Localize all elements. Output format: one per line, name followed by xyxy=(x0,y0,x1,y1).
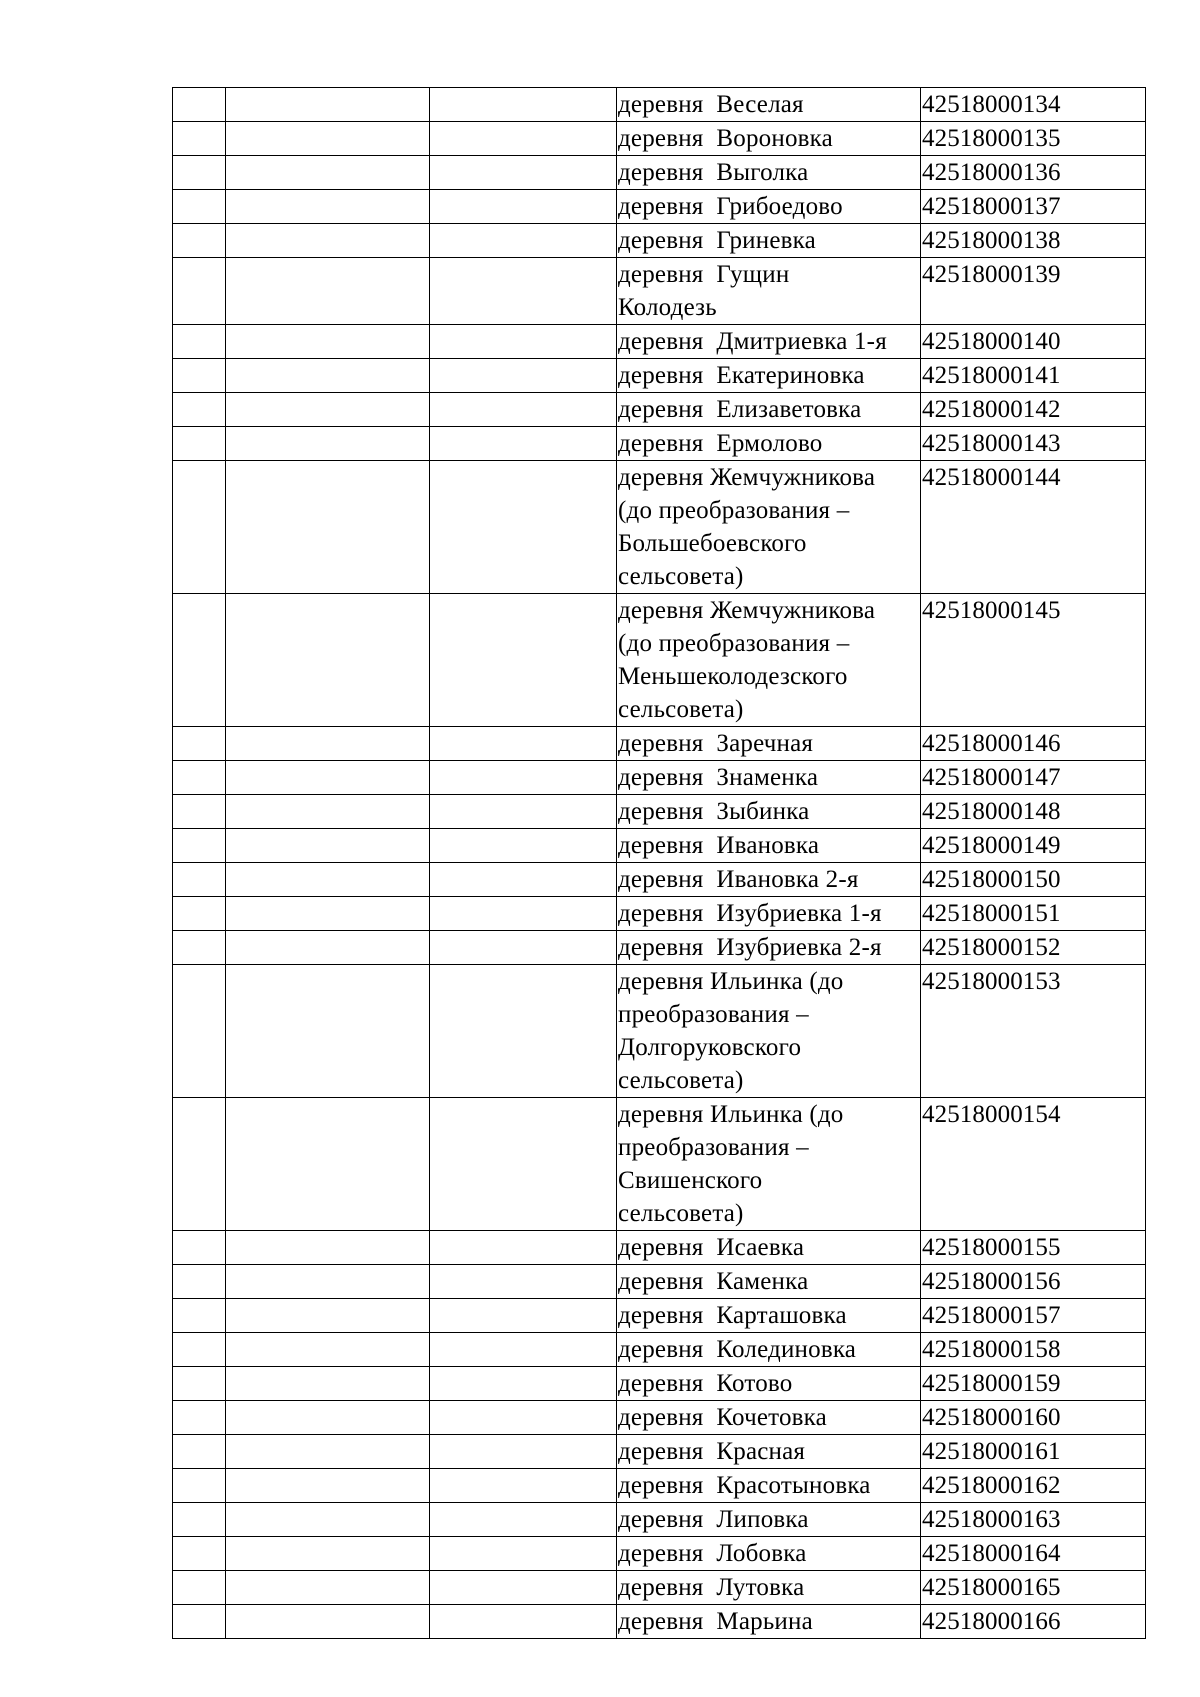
region-cell xyxy=(226,156,430,190)
municipality-cell xyxy=(430,1265,617,1299)
table-row xyxy=(173,359,1146,393)
settlement-name-cell: деревня Екатериновка xyxy=(617,359,921,393)
oktmo-code-cell: 42518000162 xyxy=(921,1469,1146,1503)
region-cell xyxy=(226,829,430,863)
index-cell xyxy=(173,325,226,359)
municipality-cell xyxy=(430,1401,617,1435)
oktmo-code-cell: 42518000160 xyxy=(921,1401,1146,1435)
municipality-cell xyxy=(430,122,617,156)
region-cell xyxy=(226,1401,430,1435)
settlement-name-cell: деревня Зыбинка xyxy=(617,795,921,829)
settlement-name-cell: деревня Ильинка (до преобразования – Долгоруковского сельсовета) xyxy=(617,965,921,1098)
municipality-cell xyxy=(430,727,617,761)
settlement-name-cell: деревня Котово xyxy=(617,1367,921,1401)
table-row xyxy=(173,1435,1146,1469)
table-row xyxy=(173,1098,1146,1231)
oktmo-code-cell: 42518000136 xyxy=(921,156,1146,190)
municipality-cell xyxy=(430,931,617,965)
municipality-cell xyxy=(430,156,617,190)
settlement-name-cell: деревня Знаменка xyxy=(617,761,921,795)
region-cell xyxy=(226,1333,430,1367)
municipality-cell xyxy=(430,427,617,461)
region-cell xyxy=(226,325,430,359)
oktmo-code-cell: 42518000161 xyxy=(921,1435,1146,1469)
oktmo-code-cell: 42518000147 xyxy=(921,761,1146,795)
region-cell xyxy=(226,965,430,1098)
table-row xyxy=(173,190,1146,224)
table-row xyxy=(173,461,1146,594)
oktmo-code-cell: 42518000141 xyxy=(921,359,1146,393)
municipality-cell xyxy=(430,88,617,122)
index-cell xyxy=(173,88,226,122)
settlement-name-cell: деревня Гущин Колодезь xyxy=(617,258,921,325)
table-row xyxy=(173,727,1146,761)
region-cell xyxy=(226,88,430,122)
oktmo-code-cell: 42518000138 xyxy=(921,224,1146,258)
region-cell xyxy=(226,461,430,594)
region-cell xyxy=(226,795,430,829)
index-cell xyxy=(173,1299,226,1333)
index-cell xyxy=(173,1435,226,1469)
settlement-name-cell: деревня Ермолово xyxy=(617,427,921,461)
table-row xyxy=(173,897,1146,931)
table-row xyxy=(173,1469,1146,1503)
index-cell xyxy=(173,1333,226,1367)
table-row xyxy=(173,258,1146,325)
index-cell xyxy=(173,224,226,258)
index-cell xyxy=(173,727,226,761)
region-cell xyxy=(226,122,430,156)
index-cell xyxy=(173,156,226,190)
settlement-name-cell: деревня Ивановка xyxy=(617,829,921,863)
municipality-cell xyxy=(430,1435,617,1469)
municipality-cell xyxy=(430,965,617,1098)
region-cell xyxy=(226,1435,430,1469)
oktmo-code-cell: 42518000140 xyxy=(921,325,1146,359)
index-cell xyxy=(173,1571,226,1605)
region-cell xyxy=(226,1537,430,1571)
table-row xyxy=(173,122,1146,156)
settlement-name-cell: деревня Изубриевка 1-я xyxy=(617,897,921,931)
municipality-cell xyxy=(430,1503,617,1537)
table-row xyxy=(173,88,1146,122)
oktmo-code-cell: 42518000157 xyxy=(921,1299,1146,1333)
index-cell xyxy=(173,190,226,224)
settlement-name-cell: деревня Жемчужникова (до преобразования – Меньшеколодезского сельсовета) xyxy=(617,594,921,727)
municipality-cell xyxy=(430,461,617,594)
settlement-name-cell: деревня Гриневка xyxy=(617,224,921,258)
settlement-name-cell: деревня Красотыновка xyxy=(617,1469,921,1503)
table-row xyxy=(173,1265,1146,1299)
region-cell xyxy=(226,1503,430,1537)
municipality-cell xyxy=(430,1469,617,1503)
oktmo-code-cell: 42518000144 xyxy=(921,461,1146,594)
table-row xyxy=(173,1605,1146,1639)
region-cell xyxy=(226,1469,430,1503)
index-cell xyxy=(173,1537,226,1571)
municipality-cell xyxy=(430,258,617,325)
settlement-name-cell: деревня Жемчужникова (до преобразования – Большебоевского сельсовета) xyxy=(617,461,921,594)
settlement-name-cell: деревня Кочетовка xyxy=(617,1401,921,1435)
settlement-name-cell: деревня Марьина xyxy=(617,1605,921,1639)
index-cell xyxy=(173,393,226,427)
municipality-cell xyxy=(430,1605,617,1639)
table-row xyxy=(173,1333,1146,1367)
municipality-cell xyxy=(430,1299,617,1333)
oktmo-code-cell: 42518000155 xyxy=(921,1231,1146,1265)
index-cell xyxy=(173,594,226,727)
table-row xyxy=(173,393,1146,427)
region-cell xyxy=(226,258,430,325)
municipality-cell xyxy=(430,1098,617,1231)
settlement-name-cell: деревня Грибоедово xyxy=(617,190,921,224)
municipality-cell xyxy=(430,594,617,727)
municipality-cell xyxy=(430,224,617,258)
region-cell xyxy=(226,359,430,393)
municipality-cell xyxy=(430,897,617,931)
settlement-name-cell: деревня Выголка xyxy=(617,156,921,190)
municipality-cell xyxy=(430,863,617,897)
region-cell xyxy=(226,863,430,897)
table-row xyxy=(173,931,1146,965)
index-cell xyxy=(173,761,226,795)
index-cell xyxy=(173,795,226,829)
region-cell xyxy=(226,1605,430,1639)
settlement-name-cell: деревня Каменка xyxy=(617,1265,921,1299)
oktmo-code-cell: 42518000150 xyxy=(921,863,1146,897)
oktmo-code-cell: 42518000143 xyxy=(921,427,1146,461)
municipality-cell xyxy=(430,190,617,224)
region-cell xyxy=(226,897,430,931)
table-row xyxy=(173,761,1146,795)
municipality-cell xyxy=(430,1367,617,1401)
table-row xyxy=(173,1367,1146,1401)
municipality-cell xyxy=(430,761,617,795)
index-cell xyxy=(173,931,226,965)
index-cell xyxy=(173,1503,226,1537)
oktmo-code-cell: 42518000166 xyxy=(921,1605,1146,1639)
region-cell xyxy=(226,727,430,761)
settlement-name-cell: деревня Карташовка xyxy=(617,1299,921,1333)
index-cell xyxy=(173,1401,226,1435)
settlement-name-cell: деревня Колединовка xyxy=(617,1333,921,1367)
municipality-cell xyxy=(430,1571,617,1605)
settlement-name-cell: деревня Веселая xyxy=(617,88,921,122)
region-cell xyxy=(226,1098,430,1231)
oktmo-code-cell: 42518000165 xyxy=(921,1571,1146,1605)
region-cell xyxy=(226,393,430,427)
oktmo-code-cell: 42518000154 xyxy=(921,1098,1146,1231)
table-row xyxy=(173,863,1146,897)
table-row xyxy=(173,829,1146,863)
municipality-cell xyxy=(430,1231,617,1265)
region-cell xyxy=(226,761,430,795)
municipality-cell xyxy=(430,795,617,829)
region-cell xyxy=(226,931,430,965)
index-cell xyxy=(173,427,226,461)
settlement-name-cell: деревня Ильинка (до преобразования – Свишенского сельсовета) xyxy=(617,1098,921,1231)
settlement-name-cell: деревня Лобовка xyxy=(617,1537,921,1571)
settlement-name-cell: деревня Заречная xyxy=(617,727,921,761)
oktmo-code-cell: 42518000152 xyxy=(921,931,1146,965)
settlement-name-cell: деревня Дмитриевка 1-я xyxy=(617,325,921,359)
table-row xyxy=(173,156,1146,190)
index-cell xyxy=(173,1098,226,1231)
table-row xyxy=(173,965,1146,1098)
table-row xyxy=(173,1503,1146,1537)
municipality-cell xyxy=(430,359,617,393)
index-cell xyxy=(173,1265,226,1299)
oktmo-code-cell: 42518000148 xyxy=(921,795,1146,829)
oktmo-code-cell: 42518000164 xyxy=(921,1537,1146,1571)
index-cell xyxy=(173,258,226,325)
index-cell xyxy=(173,1605,226,1639)
table-body xyxy=(173,88,1146,1639)
municipality-cell xyxy=(430,393,617,427)
oktmo-code-cell: 42518000158 xyxy=(921,1333,1146,1367)
oktmo-code-cell: 42518000159 xyxy=(921,1367,1146,1401)
index-cell xyxy=(173,965,226,1098)
index-cell xyxy=(173,829,226,863)
oktmo-code-cell: 42518000153 xyxy=(921,965,1146,1098)
oktmo-code-cell: 42518000156 xyxy=(921,1265,1146,1299)
table-row xyxy=(173,1571,1146,1605)
oktmo-code-cell: 42518000149 xyxy=(921,829,1146,863)
region-cell xyxy=(226,594,430,727)
municipality-cell xyxy=(430,829,617,863)
table-row xyxy=(173,1401,1146,1435)
table-row xyxy=(173,1231,1146,1265)
table-row xyxy=(173,594,1146,727)
settlement-name-cell: деревня Изубриевка 2-я xyxy=(617,931,921,965)
settlement-name-cell: деревня Вороновка xyxy=(617,122,921,156)
oktmo-code-cell: 42518000163 xyxy=(921,1503,1146,1537)
oktmo-code-cell: 42518000145 xyxy=(921,594,1146,727)
index-cell xyxy=(173,122,226,156)
index-cell xyxy=(173,1367,226,1401)
oktmo-code-cell: 42518000139 xyxy=(921,258,1146,325)
oktmo-code-cell: 42518000142 xyxy=(921,393,1146,427)
settlement-name-cell: деревня Ивановка 2-я xyxy=(617,863,921,897)
region-cell xyxy=(226,1231,430,1265)
settlement-name-cell: деревня Красная xyxy=(617,1435,921,1469)
region-cell xyxy=(226,224,430,258)
settlement-name-cell: деревня Елизаветовка xyxy=(617,393,921,427)
region-cell xyxy=(226,1265,430,1299)
municipality-cell xyxy=(430,1537,617,1571)
region-cell xyxy=(226,427,430,461)
index-cell xyxy=(173,359,226,393)
table-row xyxy=(173,224,1146,258)
settlement-name-cell: деревня Исаевка xyxy=(617,1231,921,1265)
table-row xyxy=(173,795,1146,829)
oktmo-code-cell: 42518000137 xyxy=(921,190,1146,224)
table-row xyxy=(173,1299,1146,1333)
region-cell xyxy=(226,1299,430,1333)
municipality-cell xyxy=(430,325,617,359)
table-row xyxy=(173,325,1146,359)
settlements-table xyxy=(172,87,1146,1639)
municipality-cell xyxy=(430,1333,617,1367)
oktmo-code-cell: 42518000151 xyxy=(921,897,1146,931)
region-cell xyxy=(226,1571,430,1605)
index-cell xyxy=(173,897,226,931)
table-row xyxy=(173,427,1146,461)
table-row xyxy=(173,1537,1146,1571)
index-cell xyxy=(173,1231,226,1265)
settlement-name-cell: деревня Лутовка xyxy=(617,1571,921,1605)
index-cell xyxy=(173,863,226,897)
index-cell xyxy=(173,1469,226,1503)
settlement-name-cell: деревня Липовка xyxy=(617,1503,921,1537)
oktmo-code-cell: 42518000134 xyxy=(921,88,1146,122)
oktmo-code-cell: 42518000135 xyxy=(921,122,1146,156)
region-cell xyxy=(226,1367,430,1401)
region-cell xyxy=(226,190,430,224)
index-cell xyxy=(173,461,226,594)
oktmo-code-cell: 42518000146 xyxy=(921,727,1146,761)
